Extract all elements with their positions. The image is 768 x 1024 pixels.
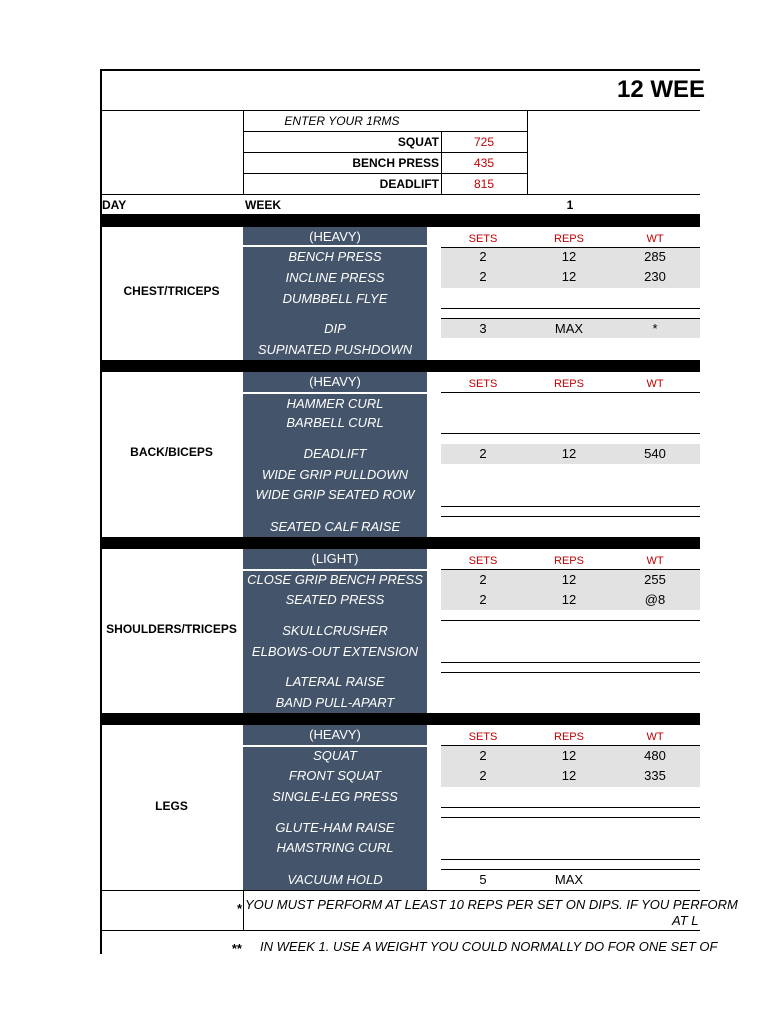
wt-cell[interactable]: 230 [644, 269, 666, 284]
exercise-name: FRONT SQUAT [288, 768, 382, 783]
sets-header: SETS [468, 233, 498, 245]
intensity-underline [243, 245, 427, 247]
notes-middle-border [100, 930, 700, 931]
rm-value-squat[interactable]: 725 [473, 135, 495, 149]
reps-cell[interactable]: 12 [561, 446, 577, 461]
note-text-continued: AT L [672, 913, 699, 928]
sets-cell[interactable]: 3 [479, 321, 487, 336]
sets-cell[interactable]: 2 [479, 768, 487, 783]
note-marker: ** [231, 941, 242, 956]
intensity-underline [243, 392, 427, 394]
wt-cell[interactable]: 285 [644, 249, 666, 264]
sets-header: SETS [468, 378, 498, 390]
day-label-shoulders-triceps: SHOULDERS/TRICEPS [106, 622, 237, 636]
day-label-legs: LEGS [155, 799, 188, 813]
reps-cell[interactable]: 12 [561, 572, 577, 587]
row-line [441, 392, 700, 393]
note-marker: * [236, 901, 242, 916]
reps-cell[interactable]: 12 [561, 592, 577, 607]
rm-value-deadlift[interactable]: 815 [473, 177, 495, 191]
reps-header: REPS [554, 555, 584, 567]
rm-line [243, 131, 527, 132]
reps-cell[interactable]: 12 [561, 269, 577, 284]
row-line [441, 859, 700, 860]
exercise-name: BENCH PRESS [288, 249, 382, 264]
rm-line [243, 152, 527, 153]
day-label-back-biceps: BACK/BICEPS [130, 445, 213, 459]
exercise-name: LATERAL RAISE [285, 674, 385, 689]
exercise-name: VACUUM HOLD [287, 872, 383, 887]
exercise-name: SEATED PRESS [285, 592, 385, 607]
exercise-name: SINGLE-LEG PRESS [272, 789, 398, 804]
sets-cell[interactable]: 2 [479, 446, 487, 461]
exercise-name: BARBELL CURL [286, 415, 384, 430]
day-label-chest-triceps: CHEST/TRICEPS [123, 284, 220, 298]
exercise-name: WIDE GRIP SEATED ROW [255, 487, 415, 502]
row-line [441, 817, 700, 818]
wt-cell[interactable]: 255 [644, 572, 666, 587]
exercise-name: HAMSTRING CURL [276, 840, 394, 855]
reps-cell[interactable]: MAX [554, 321, 584, 336]
day-header: DAY [102, 198, 127, 212]
exercise-name: HAMMER CURL [286, 396, 384, 411]
sets-cell[interactable]: 2 [479, 748, 487, 763]
exercise-name: INCLINE PRESS [285, 270, 385, 285]
section-divider [100, 537, 700, 549]
week-header: WEEK [245, 198, 281, 212]
wt-header: WT [646, 555, 664, 567]
sheet-top-border [100, 69, 700, 71]
row-line [441, 869, 700, 870]
sets-header: SETS [468, 731, 498, 743]
exercise-name: SQUAT [313, 748, 357, 763]
reps-cell[interactable]: 12 [561, 748, 577, 763]
row-line [441, 620, 700, 621]
intensity-label: (HEAVY) [309, 374, 361, 389]
exercise-name: DUMBBELL FLYE [282, 291, 388, 306]
reps-header: REPS [554, 233, 584, 245]
section-divider [100, 360, 700, 372]
exercise-name: GLUTE-HAM RAISE [275, 820, 395, 835]
row-line [441, 807, 700, 808]
reps-cell[interactable]: 12 [561, 768, 577, 783]
rm-label-deadlift: DEADLIFT [379, 177, 439, 191]
row-line [441, 308, 700, 309]
row-line [441, 433, 700, 434]
exercise-name: CLOSE GRIP BENCH PRESS [247, 572, 423, 587]
notes-divider [243, 890, 244, 930]
intensity-label: (LIGHT) [311, 551, 359, 566]
exercise-name: ELBOWS-OUT EXTENSION [251, 644, 419, 659]
header-top-border [100, 194, 700, 195]
sets-cell[interactable]: 5 [479, 872, 487, 887]
title-bottom-border [100, 110, 700, 111]
reps-cell[interactable]: 12 [561, 249, 577, 264]
rm-box-right [527, 110, 528, 194]
wt-cell[interactable]: @8 [644, 592, 666, 607]
rm-value-bench[interactable]: 435 [473, 156, 495, 170]
exercise-name: DIP [324, 321, 346, 336]
section-divider [100, 214, 700, 227]
sets-cell[interactable]: 2 [479, 572, 487, 587]
sets-cell[interactable]: 2 [479, 592, 487, 607]
rm-line [243, 173, 527, 174]
exercise-name: SKULLCRUSHER [282, 623, 388, 638]
page-title: 12 WEE [617, 76, 706, 103]
wt-header: WT [646, 378, 664, 390]
intensity-label: (HEAVY) [309, 727, 361, 742]
reps-header: REPS [554, 378, 584, 390]
notes-top-border [100, 890, 700, 891]
exercise-name: DEADLIFT [303, 446, 367, 461]
wt-header: WT [646, 233, 664, 245]
exercise-name: SEATED CALF RAISE [269, 519, 401, 534]
row-line [441, 662, 700, 663]
note-text: IN WEEK 1. USE A WEIGHT YOU COULD NORMALLY DO FOR ONE SET OF [260, 939, 718, 954]
reps-cell[interactable]: MAX [554, 872, 584, 887]
reps-header: REPS [554, 731, 584, 743]
exercise-name: BAND PULL-APART [275, 695, 395, 710]
intensity-label: (HEAVY) [309, 229, 361, 244]
section-divider [100, 713, 700, 725]
wt-header: WT [646, 731, 664, 743]
sets-header: SETS [468, 555, 498, 567]
row-line [441, 318, 700, 319]
sets-cell[interactable]: 2 [479, 269, 487, 284]
rm-label-bench: BENCH PRESS [352, 156, 439, 170]
wt-cell[interactable]: * [652, 321, 658, 336]
sets-cell[interactable]: 2 [479, 249, 487, 264]
row-line [441, 672, 700, 673]
week-number: 1 [566, 198, 574, 212]
row-line [441, 516, 700, 517]
wt-cell[interactable]: 540 [644, 446, 666, 461]
exercise-name: SUPINATED PUSHDOWN [257, 342, 413, 357]
note-text: YOU MUST PERFORM AT LEAST 10 REPS PER SET ON DIPS. IF YOU PERFORM [245, 897, 738, 912]
row-line [441, 506, 700, 507]
rm-heading: ENTER YOUR 1RMS [284, 114, 400, 128]
wt-cell[interactable]: 480 [644, 748, 666, 763]
exercise-name: WIDE GRIP PULLDOWN [261, 467, 409, 482]
rm-label-squat: SQUAT [397, 135, 439, 149]
wt-cell[interactable]: 335 [644, 768, 666, 783]
